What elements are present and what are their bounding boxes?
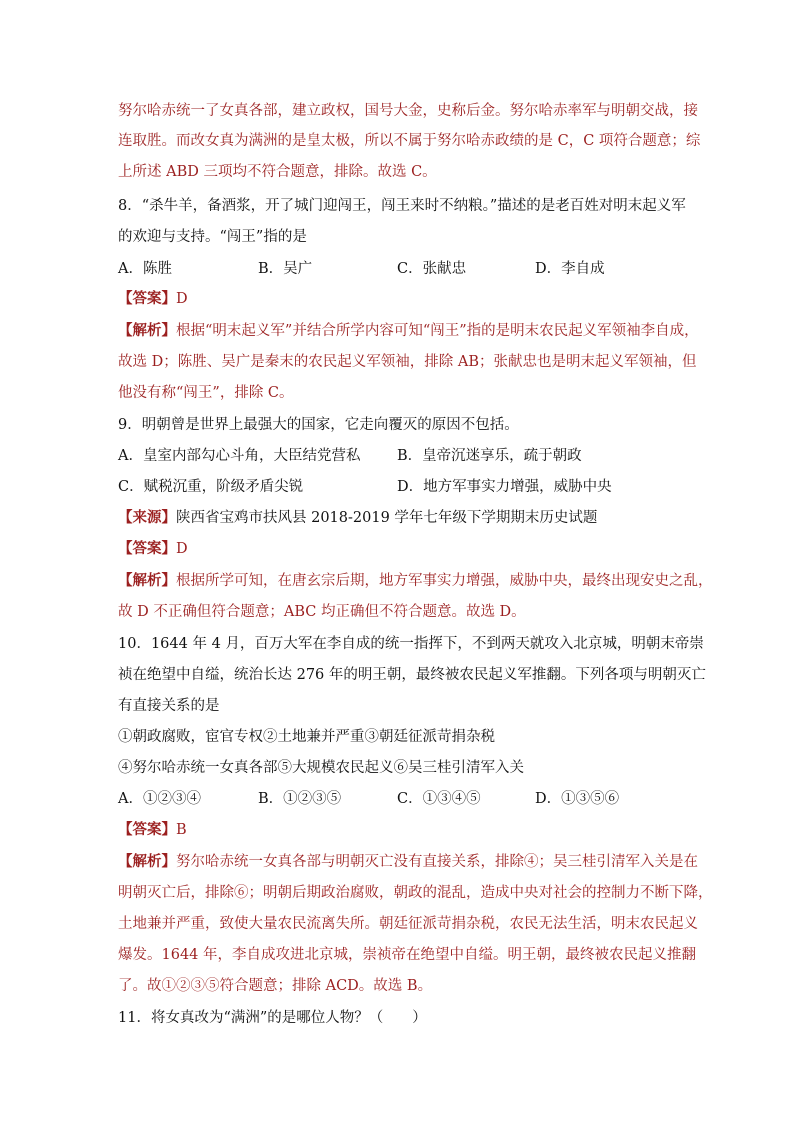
q8-analysis-line-2: 故选 D；陈胜、吴广是秦末的农民起义军领袖，排除 AB；张献忠也是明末起义军领袖，但 [118,354,697,370]
q8-analysis-line-1: 【解析】根据“明末起义军”并结合所学内容可知“闯王”指的是明末农民起义军领袖李自成， [118,322,699,339]
q10-answer-tag: 【答案】 [118,821,176,838]
q8-stem-line-1: 8．“杀牛羊，备酒浆，开了城门迎闯王，闯王来时不纳粮。”描述的是老百姓对明末起义军 [118,198,686,214]
q10-stem-line-2: 祯在绝望中自缢，统治长达 276 年的明王朝，最终被农民起义军推翻。下列各项与明朝灭亡 [118,667,706,683]
q10-analysis-line-4: 爆发。1644 年，李自成攻进北京城，崇祯帝在绝望中自缢。明王朝，最终被农民起义推翻 [118,947,697,963]
q9-option-b: B．皇帝沉迷享乐，疏于朝政 [397,448,582,464]
q8-stem-line-2: 的欢迎与支持。“闯王”指的是 [118,229,307,245]
q8-answer-tag: 【答案】 [118,290,176,307]
q10-option-d: D．①③⑤⑥ [535,791,620,807]
q9-option-d: D．地方军事实力增强，威胁中央 [397,479,612,495]
q10-analysis-tag: 【解析】 [118,853,176,870]
q8-option-c: C．张献忠 [397,261,467,277]
q10-analysis-line-3: 土地兼并严重，致使大量农民流离失所。朝廷征派苛捐杂税，农民无法生活，明末农民起义 [118,916,698,932]
q9-analysis-tag: 【解析】 [118,572,176,589]
q10-stem-line-1: 10．1644 年 4 月，百万大军在李自成的统一指挥下，不到两天就攻入北京城，明朝末帝崇 [118,636,704,652]
intro-line-3: 上所述 ABD 三项均不符合题意，排除。故选 C。 [118,164,437,180]
q9-options-row-2 [118,477,678,497]
q9-option-c: C．赋税沉重，阶级矛盾尖锐 [118,479,304,495]
q10-items-line-1: ①朝政腐败，宦官专权②土地兼并严重③朝廷征派苛捐杂税 [118,729,495,745]
q11-stem: 11．将女真改为“满洲”的是哪位人物？（ ） [118,1010,427,1026]
q8-option-d: D．李自成 [535,261,605,277]
q8-option-a: A．陈胜 [118,261,172,277]
q8-answer [118,289,678,309]
q10-option-c: C．①③④⑤ [397,791,481,807]
q10-answer-value: B [176,822,187,838]
intro-line-2: 连取胜。而改女真为满洲的是皇太极，所以不属于努尔哈赤政绩的是 C，C 项符合题意；综 [118,133,701,149]
q8-option-b: B．吴广 [258,261,313,277]
q9-answer-tag: 【答案】 [118,540,176,557]
q9-source [118,508,678,528]
q10-stem-line-3: 有直接关系的是 [118,698,220,714]
q9-answer-value: D [176,541,188,557]
q9-options-row-1 [118,446,678,466]
q10-option-a: A．①②③④ [118,791,201,807]
q9-answer [118,539,678,559]
q8-analysis-tag: 【解析】 [118,322,176,339]
q9-analysis-line-1: 【解析】根据所学可知，在唐玄宗后期，地方军事实力增强，威胁中央，最终出现安史之乱， [118,572,713,589]
q9-option-a: A．皇室内部勾心斗角，大臣结党营私 [118,448,361,464]
q10-analysis-line-1: 【解析】努尔哈赤统一女真各部与明朝灭亡没有直接关系，排除④；吴三桂引清军入关是在 [118,853,698,870]
intro-line-1: 努尔哈赤统一了女真各部，建立政权，国号大金，史称后金。努尔哈赤率军与明朝交战，接 [118,103,698,119]
q8-options [118,259,678,279]
q10-analysis-line-5: 了。故①②③⑤符合题意；排除 ACD。故选 B。 [118,978,433,994]
q9-source-text: 陕西省宝鸡市扶风县 2018-2019 学年七年级下学期期末历史试题 [176,510,598,526]
q10-answer [118,820,678,840]
q8-analysis-line-3: 他没有称“闯王”，排除 C。 [118,385,294,401]
q10-items-line-2: ④努尔哈赤统一女真各部⑤大规模农民起义⑥吴三桂引清军入关 [118,760,524,776]
q9-stem: 9．明朝曾是世界上最强大的国家，它走向覆灭的原因不包括。 [118,417,519,433]
q8-answer-value: D [176,291,188,307]
q10-options [118,789,678,809]
q10-option-b: B．①②③⑤ [258,791,342,807]
q9-analysis-line-2: 故 D 不正确但符合题意；ABC 均正确但不符合题意。故选 D。 [118,604,526,620]
q9-source-tag: 【来源】 [118,509,176,526]
q10-analysis-line-2: 明朝灭亡后，排除⑥；明朝后期政治腐败，朝政的混乱，造成中央对社会的控制力不断下降， [118,885,713,901]
